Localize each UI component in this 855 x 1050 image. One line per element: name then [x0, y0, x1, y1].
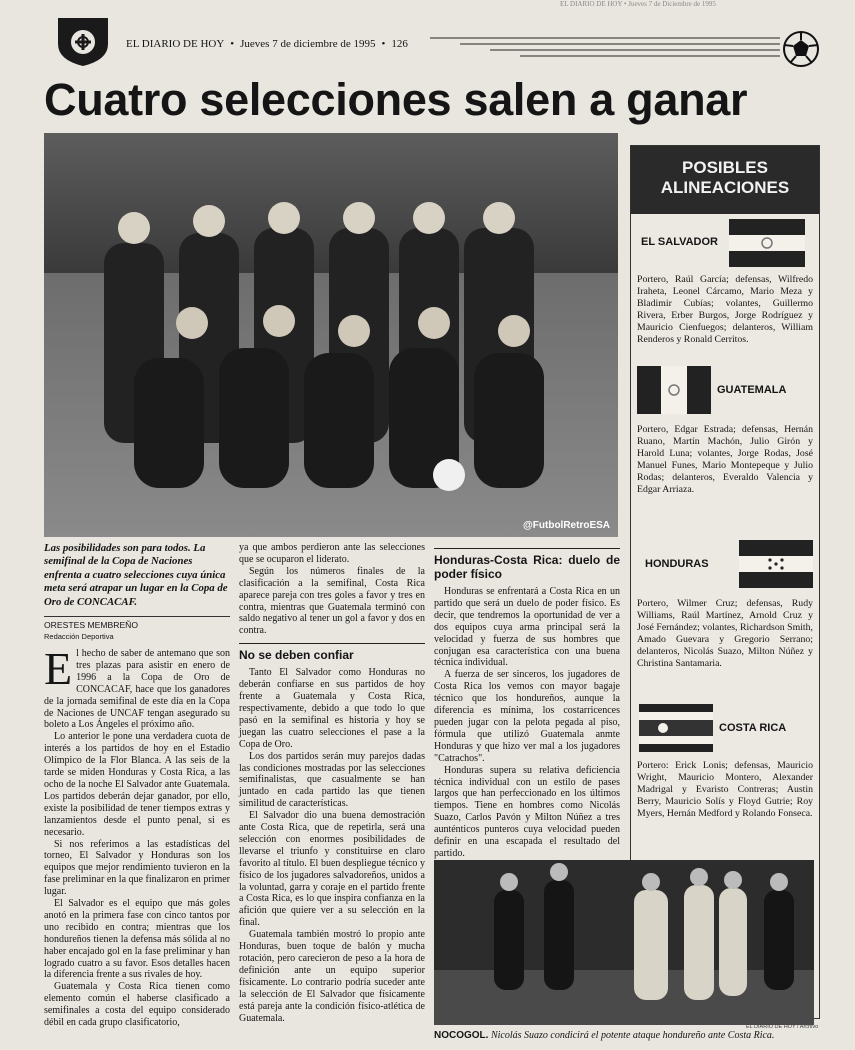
- sidebar-title-2: ALINEACIONES: [660, 178, 790, 197]
- masthead: EL DIARIO DE HOY • Jueves 7 de diciembre de 1995 • 126: [126, 38, 408, 50]
- sidebar-title-1: POSIBLES: [682, 158, 768, 177]
- top-page-strip: EL DIARIO DE HOY • Jueves 7 de Diciembre de 1995: [560, 0, 716, 8]
- paragraph: Lo anterior le pone una verdadera cuota de interés a los partidos de hoy en el Estadio Olímpico de la Flor Blanca. A las seis de la tarde se miden Honduras y Costa Rica, a las ocho de la noche El Salvador ante Guatemala. Los partidos deberán dejar ganador, por ello, existe la posibilidad de tener tiempos extras y lanzamientos desde el punto penal, si es necesario.: [44, 731, 230, 838]
- bottom-caption-text: Nicolás Suazo condicirá el potente ataque hondureño ante Costa Rica.: [490, 1030, 775, 1041]
- guatemala-flag-icon: [637, 366, 711, 414]
- team-name-honduras: HONDURAS: [645, 558, 709, 570]
- soccer-ball-icon: [782, 30, 820, 68]
- byline: [44, 616, 230, 642]
- paragraph: ya que ambos perdieron ante las selecciones que se ocuparon el liderato.: [239, 542, 425, 565]
- paragraph: Honduras se enfrentará a Costa Rica en un partido que será un duelo de poder físico. Es decir, que tendremos la oportunidad de ver a dos equipos cuya arma principal será la velocidad y fuerza de sus hombres que conjugan esa característica con una buena técnica individual.: [434, 586, 620, 669]
- masthead-paper: EL DIARIO DE HOY: [126, 38, 225, 50]
- subheading: No se deben confiar: [239, 643, 425, 662]
- el-salvador-flag-icon: [729, 219, 805, 267]
- lineup-el-salvador: Portero, Raúl García; defensas, Wilfredo Iraheta, Leonel Cárcamo, Mario Meza y Bladimir Cubías; volantes, Guillermo Rivera, Erber Burgos, Jorge Rodríguez y Mauricio Cienfuegos; delanteros, William Renderos y Ronald Cerritos.: [637, 274, 813, 345]
- paragraph: Guatemala y Costa Rica tienen como elemento común el haberse clasificado a semifinales a costa del equipo considerado débil en cada grupo clasificatorio,: [44, 981, 230, 1029]
- paragraph: Si nos referimos a las estadísticas del torneo, El Salvador y Honduras son los equipos que mejor rendimiento tuvieron en la fase preliminar en la que finalizaron en primer lugar.: [44, 838, 230, 898]
- subheading: Honduras-Costa Rica: duelo de poder físico: [434, 548, 620, 581]
- bottom-caption-label: NOCOGOL.: [434, 1030, 489, 1041]
- masthead-page: 126: [391, 38, 408, 50]
- match-photo: [434, 860, 814, 1025]
- sidebar-title: [631, 146, 819, 214]
- match-photo-credit: EL DIARIO DE HOY / Archivo: [746, 1024, 819, 1030]
- paragraph: Tanto El Salvador como Honduras no deberán confiarse en sus partidos de hoy frente a Guatemala y Costa Rica, respectivamente, debido a que todo lo que pasó en la semifinal es historia y hoy se juegan las cuatro selecciones el pase a la Copa de Oro.: [239, 667, 425, 750]
- paragraph: El Salvador dio una buena demostración ante Costa Rica, que de repetirla, será una selección con enormes posibilidades de llevarse el triunfo y constituirse en claro favorito al título. El buen despliegue técnico y físico de los jugadores salvadoreños, unidos a la voluntad, garra y coraje en el partido frente a Costa Rica, es lo que inspira confianza en la afición que quiere ver a su selección en la final.: [239, 810, 425, 929]
- honduras-flag-icon: [739, 540, 813, 588]
- photo-credit: @FutbolRetroESA: [523, 520, 610, 531]
- lineup-honduras: Portero, Wilmer Cruz; defensas, Rudy Williams, Raúl Martínez, Arnold Cruz y José Fernández; volantes, Richardson Smith, Amado Guevara y Gregorio Serrano; delanteros, Nicolás Suazo, Milton Núñez y Christina Santamaria.: [637, 598, 813, 669]
- lead-caption: Las posibilidades son para todos. La semifinal de la Copa de Naciones enfrenta a cuatro selecciones cuya única meta será atrapar un lugar en la Copa de Oro de CONCACAF.: [44, 542, 228, 608]
- tournament-logo: [52, 14, 114, 68]
- paragraph: A fuerza de ser sinceros, los jugadores de Costa Rica los vemos con mayor bagaje técnico que los hondureños, aunque la diferencia es mínima, los costarricences pueden jugar con la pelota pegada al piso, fórmula que utilizó Guatemala anmte Honduras y que hizo ver mal a los jugadores "Catrachos".: [434, 669, 620, 764]
- bottom-caption: [434, 1030, 824, 1041]
- byline-author: ORESTES MEMBREÑO: [44, 620, 139, 630]
- tournament-emblem-icon: [52, 14, 114, 68]
- lineup-costa-rica: Portero: Erick Lonis; defensas, Mauricio Wright, Mauricio Montero, Alexander Madrigal y Evaristo Contreras; Austin Berry, Mauricio Solís y Floyd Gutrie; Roy Myers, Hernán Medford y Rolando Fonseca.: [637, 760, 813, 819]
- article-column-3: [434, 548, 620, 860]
- lineup-guatemala: Portero, Edgar Estrada; defensas, Hernán Ruano, Martín Machón, Julio Girón y Harold Luna; volantes, Jorge Rodas, José Manuel Funes, Mario Montepeque y Julio Rodas; delanteros, Everaldo Valencia y Edgar Arriaza.: [637, 424, 813, 495]
- team-photo: [44, 133, 618, 537]
- team-name-costa-rica: COSTA RICA: [719, 722, 787, 734]
- paragraph: Los dos partidos serán muy parejos dadas las condiciones mostradas por las selecciones semifinalistas, que casualmente se han juntado en cada partido las que tienen similitud de características.: [239, 750, 425, 810]
- paragraph: Según los números finales de la clasificación a la semifinal, Costa Rica aparece pareja con tres goles a favor y tres en contra, mientras que Guatemala terminó con saldo negativo al tener un gol a favor y dos en contra.: [239, 565, 425, 637]
- byline-desk: Redacción Deportiva: [44, 632, 114, 641]
- costa-rica-flag-icon: [639, 704, 713, 752]
- match-photo-image: [434, 860, 814, 1025]
- team-name-guatemala: GUATEMALA: [717, 384, 787, 396]
- paragraph: Guatemala también mostró lo propio ante Honduras, buen toque de balón y mucha rotación, pero carecieron de peso a la hora de definición ante un equipo superior físicamente. Lo contrario podría suceder ante la selección de El Salvador que físicamente está pareja ante la condición físico-atlética de Guatemala.: [239, 929, 425, 1024]
- drop-cap: E: [44, 643, 73, 694]
- masthead-date: Jueves 7 de diciembre de 1995: [240, 38, 376, 50]
- article-column-1: [44, 643, 230, 1029]
- paragraph: El Salvador es el equipo que más goles anotó en la primera fase con cinco tantos por uno recibido en contra; mientras que los hondureños tienen la defensa más sólida al no haber encajado gol en la fase preliminar y han logrado cuatro a su favor. Esos detalles hacen la diferencia frente a sus rivales de hoy.: [44, 898, 230, 981]
- masthead-rules: [430, 30, 790, 66]
- team-photo-image: [44, 133, 618, 537]
- paragraph: l hecho de saber de antemano que son tres plazas para asistir en enero de 1996 a la Copa de Oro de CONCACAF, hace que los ganadores de la jornada semifinal de este día en la Copa de Naciones de UNCAF tengan asegurado su boleto a Los Ángeles el próximo año.: [44, 648, 230, 731]
- article-column-2: [239, 542, 425, 1024]
- paragraph: Honduras supera su relativa deficiencia técnica individual con un estilo de pases largos que han perfeccionado en los últimos tiempos. Tiene en hombres como Nicolás Suazo, Carlos Pavón y Milton Núñez a tres aunténticos punteros cuya velocidad pueden definir en una escapada el resultado del partido.: [434, 764, 620, 859]
- headline: Cuatro selecciones salen a ganar: [44, 74, 748, 125]
- team-name-el-salvador: EL SALVADOR: [641, 236, 719, 248]
